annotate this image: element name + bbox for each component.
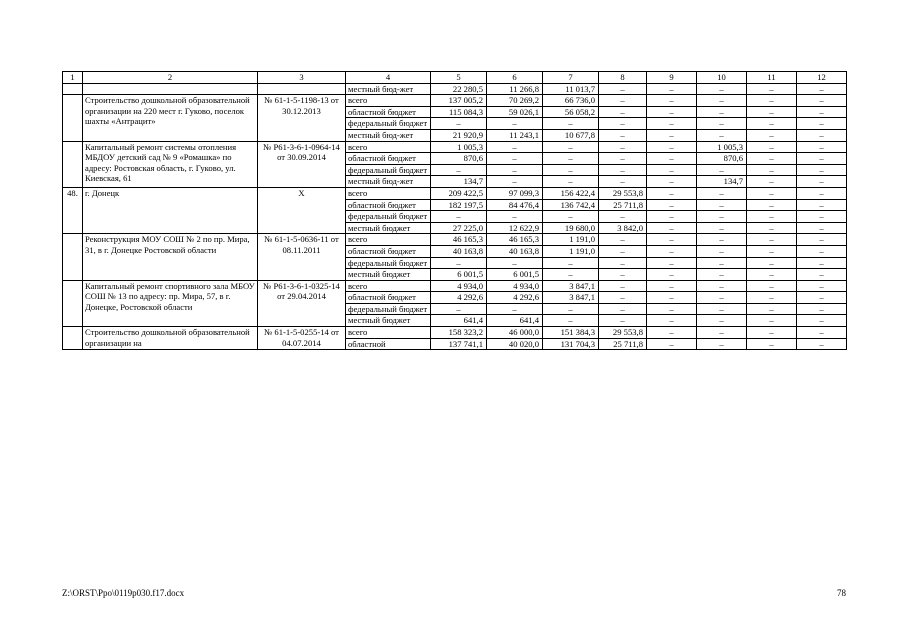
amount-cell: – [599,257,647,269]
amount-cell: 641,4 [487,315,543,327]
amount-cell: – [543,141,599,153]
amount-cell: 46 165,3 [431,234,487,246]
amount-cell: – [647,280,697,292]
funding-source-cell: федеральный бюджет [346,257,431,269]
amount-cell: – [797,106,847,118]
amount-cell: – [747,95,797,107]
amount-cell: 3 847,1 [543,280,599,292]
funding-source-cell: областной бюджет [346,153,431,165]
amount-cell: – [697,211,747,223]
table-row [63,234,847,246]
amount-cell: – [431,211,487,223]
amount-cell: – [747,164,797,176]
amount-cell: 158 323,2 [431,327,487,339]
amount-cell: 1 005,3 [431,141,487,153]
amount-cell: 25 711,8 [599,338,647,350]
object-name-cell: г. Донецк [83,187,258,233]
funding-source-cell: местный бюджет [346,269,431,281]
amount-cell: – [487,257,543,269]
amount-cell: – [543,211,599,223]
funding-source-cell: федеральный бюджет [346,164,431,176]
amount-cell: – [797,257,847,269]
table-row [63,327,847,339]
amount-cell: 29 553,8 [599,327,647,339]
amount-cell: – [797,95,847,107]
funding-source-cell: областной бюджет [346,106,431,118]
funding-source-cell: всего [346,187,431,199]
amount-cell: – [747,83,797,95]
column-number-cell: 4 [346,72,431,84]
amount-cell: – [697,269,747,281]
amount-cell: 11 013,7 [543,83,599,95]
amount-cell: – [431,303,487,315]
amount-cell: 46 000,0 [487,327,543,339]
amount-cell: – [487,211,543,223]
amount-cell: – [647,338,697,350]
column-number-cell: 2 [83,72,258,84]
amount-cell: – [647,141,697,153]
amount-cell: – [697,118,747,130]
amount-cell: – [487,176,543,188]
amount-cell: 46 165,3 [487,234,543,246]
object-name-cell: Реконструкция МОУ СОШ № 2 по пр. Мира, 31, в г. Донецке Ростовской области [83,234,258,280]
amount-cell: 40 163,8 [431,245,487,257]
amount-cell: – [797,141,847,153]
amount-cell: – [647,222,697,234]
amount-cell: 19 680,0 [543,222,599,234]
amount-cell: – [487,164,543,176]
amount-cell: 40 020,0 [487,338,543,350]
amount-cell: – [647,327,697,339]
amount-cell: – [543,176,599,188]
amount-cell: 21 920,9 [431,129,487,141]
amount-cell: – [599,269,647,281]
amount-cell: – [747,141,797,153]
amount-cell: 4 292,6 [431,292,487,304]
amount-cell: – [747,280,797,292]
document-number-cell: № 61-1-5-0636-11 от 08.11.2011 [258,234,346,280]
amount-cell: – [697,280,747,292]
amount-cell: – [543,269,599,281]
amount-cell: – [797,83,847,95]
funding-source-cell: местный бюджет [346,222,431,234]
amount-cell: 27 225,0 [431,222,487,234]
amount-cell: – [647,292,697,304]
amount-cell: – [797,292,847,304]
amount-cell: – [797,222,847,234]
table-row [63,141,847,153]
amount-cell: 134,7 [697,176,747,188]
table-row [63,95,847,107]
amount-cell: – [697,187,747,199]
amount-cell: – [543,257,599,269]
amount-cell: – [647,164,697,176]
amount-cell: – [697,234,747,246]
amount-cell: – [697,303,747,315]
amount-cell: 136 742,4 [543,199,599,211]
amount-cell: – [697,327,747,339]
amount-cell: – [797,269,847,281]
amount-cell: – [697,245,747,257]
amount-cell: – [797,211,847,223]
amount-cell: 182 197,5 [431,199,487,211]
amount-cell: 84 476,4 [487,199,543,211]
amount-cell: – [747,106,797,118]
amount-cell: – [747,222,797,234]
column-number-cell: 10 [697,72,747,84]
amount-cell: 97 099,3 [487,187,543,199]
amount-cell: – [647,129,697,141]
amount-cell: – [747,129,797,141]
column-number-cell: 8 [599,72,647,84]
amount-cell: 3 842,0 [599,222,647,234]
document-number-cell: № Р61-3-6-1-0325-14 от 29.04.2014 [258,280,346,326]
amount-cell: – [797,129,847,141]
funding-source-cell: федеральный бюджет [346,118,431,130]
funding-source-cell: местный бюд-жет [346,83,431,95]
amount-cell: – [697,338,747,350]
column-number-cell: 7 [543,72,599,84]
column-number-cell: 6 [487,72,543,84]
amount-cell: 131 704,3 [543,338,599,350]
amount-cell: – [697,257,747,269]
amount-cell: – [797,153,847,165]
amount-cell: – [599,153,647,165]
amount-cell: – [747,245,797,257]
amount-cell: – [647,245,697,257]
amount-cell: – [599,280,647,292]
amount-cell: – [797,280,847,292]
funding-source-cell: всего [346,234,431,246]
funding-source-cell: областной бюджет [346,245,431,257]
funding-source-cell: всего [346,280,431,292]
amount-cell: – [599,292,647,304]
amount-cell: – [797,338,847,350]
amount-cell: 4 292,6 [487,292,543,304]
amount-cell: 137 005,2 [431,95,487,107]
row-number-cell [63,234,83,280]
amount-cell: – [797,245,847,257]
amount-cell: – [697,95,747,107]
amount-cell: 66 736,0 [543,95,599,107]
amount-cell: – [747,187,797,199]
file-path: Z:\ORST\Ppo\0119p030.f17.docx [62,588,185,598]
object-name-cell: Строительство дошкольной образовательной организации на [83,327,258,350]
funding-source-cell: всего [346,141,431,153]
amount-cell: 209 422,5 [431,187,487,199]
amount-cell: – [747,292,797,304]
amount-cell: – [747,327,797,339]
amount-cell: – [647,257,697,269]
amount-cell: – [697,222,747,234]
amount-cell: – [647,95,697,107]
amount-cell: – [599,95,647,107]
amount-cell: – [599,118,647,130]
amount-cell: 151 384,3 [543,327,599,339]
amount-cell: – [647,118,697,130]
object-name-cell [83,83,258,95]
amount-cell: – [431,118,487,130]
amount-cell: – [747,199,797,211]
amount-cell: – [797,118,847,130]
amount-cell: – [747,211,797,223]
amount-cell: – [647,303,697,315]
amount-cell: – [599,315,647,327]
amount-cell: 40 163,8 [487,245,543,257]
amount-cell: – [487,141,543,153]
amount-cell: 1 005,3 [697,141,747,153]
amount-cell: 1 191,0 [543,245,599,257]
amount-cell: 6 001,5 [431,269,487,281]
amount-cell: – [747,234,797,246]
amount-cell: – [647,269,697,281]
amount-cell: – [747,303,797,315]
amount-cell: 11 243,1 [487,129,543,141]
funding-source-cell: областной бюджет [346,199,431,211]
amount-cell: – [647,106,697,118]
amount-cell: 3 847,1 [543,292,599,304]
row-number-cell [63,280,83,326]
amount-cell: 22 280,5 [431,83,487,95]
column-number-cell: 1 [63,72,83,84]
amount-cell: 6 001,5 [487,269,543,281]
amount-cell: 870,6 [697,153,747,165]
amount-cell: 137 741,1 [431,338,487,350]
amount-cell: – [599,164,647,176]
column-number-cell: 3 [258,72,346,84]
amount-cell: 4 934,0 [431,280,487,292]
amount-cell: – [647,153,697,165]
amount-cell: – [697,83,747,95]
amount-cell: 115 084,3 [431,106,487,118]
amount-cell: – [697,129,747,141]
funding-source-cell: всего [346,327,431,339]
amount-cell: – [747,315,797,327]
column-numbers-row [63,72,847,84]
amount-cell: – [487,153,543,165]
budget-table [62,71,847,350]
amount-cell: – [697,199,747,211]
amount-cell: – [543,303,599,315]
column-number-cell: 5 [431,72,487,84]
amount-cell: – [599,245,647,257]
amount-cell: – [543,118,599,130]
amount-cell: – [599,141,647,153]
amount-cell: – [797,303,847,315]
row-number-cell [63,141,83,187]
amount-cell: – [747,118,797,130]
amount-cell: – [599,106,647,118]
amount-cell: – [431,164,487,176]
funding-source-cell: областной бюджет [346,292,431,304]
table-row [63,280,847,292]
amount-cell: – [599,176,647,188]
amount-cell: 25 711,8 [599,199,647,211]
table-row [63,83,847,95]
amount-cell: – [599,129,647,141]
funding-source-cell: областной [346,338,431,350]
amount-cell: 1 191,0 [543,234,599,246]
object-name-cell: Капитальный ремонт системы отопления МБДОУ детский сад № 9 «Ромашка» по адресу: Ростовская область, г. Гуково, ул. Киевская, 61 [83,141,258,187]
funding-source-cell: федеральный бюджет [346,303,431,315]
funding-source-cell: местный бюджет [346,315,431,327]
row-number-cell [63,95,83,141]
column-number-cell: 11 [747,72,797,84]
page-number: 78 [837,588,846,598]
amount-cell: – [747,257,797,269]
amount-cell: – [647,187,697,199]
funding-source-cell: всего [346,95,431,107]
amount-cell: – [797,176,847,188]
amount-cell: – [697,292,747,304]
amount-cell: 70 269,2 [487,95,543,107]
document-number-cell [258,83,346,95]
funding-source-cell: местный бюд-жет [346,129,431,141]
amount-cell: – [797,327,847,339]
amount-cell: – [543,315,599,327]
row-number-cell: 48. [63,187,83,233]
amount-cell: – [487,118,543,130]
amount-cell: – [697,106,747,118]
amount-cell: 870,6 [431,153,487,165]
amount-cell: – [599,303,647,315]
amount-cell: – [599,234,647,246]
amount-cell: 59 026,1 [487,106,543,118]
amount-cell: – [747,153,797,165]
amount-cell: – [599,83,647,95]
amount-cell: – [797,199,847,211]
amount-cell: – [647,83,697,95]
amount-cell: 10 677,8 [543,129,599,141]
amount-cell: – [797,187,847,199]
object-name-cell: Капитальный ремонт спортивного зала МБОУ СОШ № 13 по адресу: пр. Мира, 57, в г. Донецке, Ростовской области [83,280,258,326]
document-number-cell: № Р61-3-6-1-0964-14 от 30.09.2014 [258,141,346,187]
amount-cell: – [647,176,697,188]
amount-cell: 11 266,8 [487,83,543,95]
amount-cell: – [747,176,797,188]
amount-cell: 29 553,8 [599,187,647,199]
amount-cell: – [797,234,847,246]
table-body [63,83,847,350]
document-number-cell: № 61-1-5-0255-14 от 04.07.2014 [258,327,346,350]
amount-cell: 56 058,2 [543,106,599,118]
amount-cell: – [647,234,697,246]
row-number-cell [63,327,83,350]
document-number-cell: Х [258,187,346,233]
amount-cell: 641,4 [431,315,487,327]
amount-cell: – [697,315,747,327]
amount-cell: – [543,153,599,165]
amount-cell: – [797,164,847,176]
amount-cell: – [647,211,697,223]
amount-cell: – [797,315,847,327]
amount-cell: – [599,211,647,223]
column-number-cell: 12 [797,72,847,84]
amount-cell: – [543,164,599,176]
amount-cell: 156 422,4 [543,187,599,199]
document-number-cell: № 61-1-5-1198-13 от 30.12.2013 [258,95,346,141]
column-number-cell: 9 [647,72,697,84]
amount-cell: 134,7 [431,176,487,188]
amount-cell: – [647,315,697,327]
amount-cell: 12 622,9 [487,222,543,234]
amount-cell: – [487,303,543,315]
object-name-cell: Строительство дошкольной образовательной организации на 220 мест г. Гуково, поселок шахты «Антрацит» [83,95,258,141]
amount-cell: – [747,338,797,350]
amount-cell: 4 934,0 [487,280,543,292]
amount-cell: – [431,257,487,269]
amount-cell: – [697,164,747,176]
funding-source-cell: местный бюд-жет [346,176,431,188]
amount-cell: – [647,199,697,211]
table-row [63,187,847,199]
table-header [63,72,847,84]
row-number-cell [63,83,83,95]
funding-source-cell: федеральный бюджет [346,211,431,223]
amount-cell: – [747,269,797,281]
